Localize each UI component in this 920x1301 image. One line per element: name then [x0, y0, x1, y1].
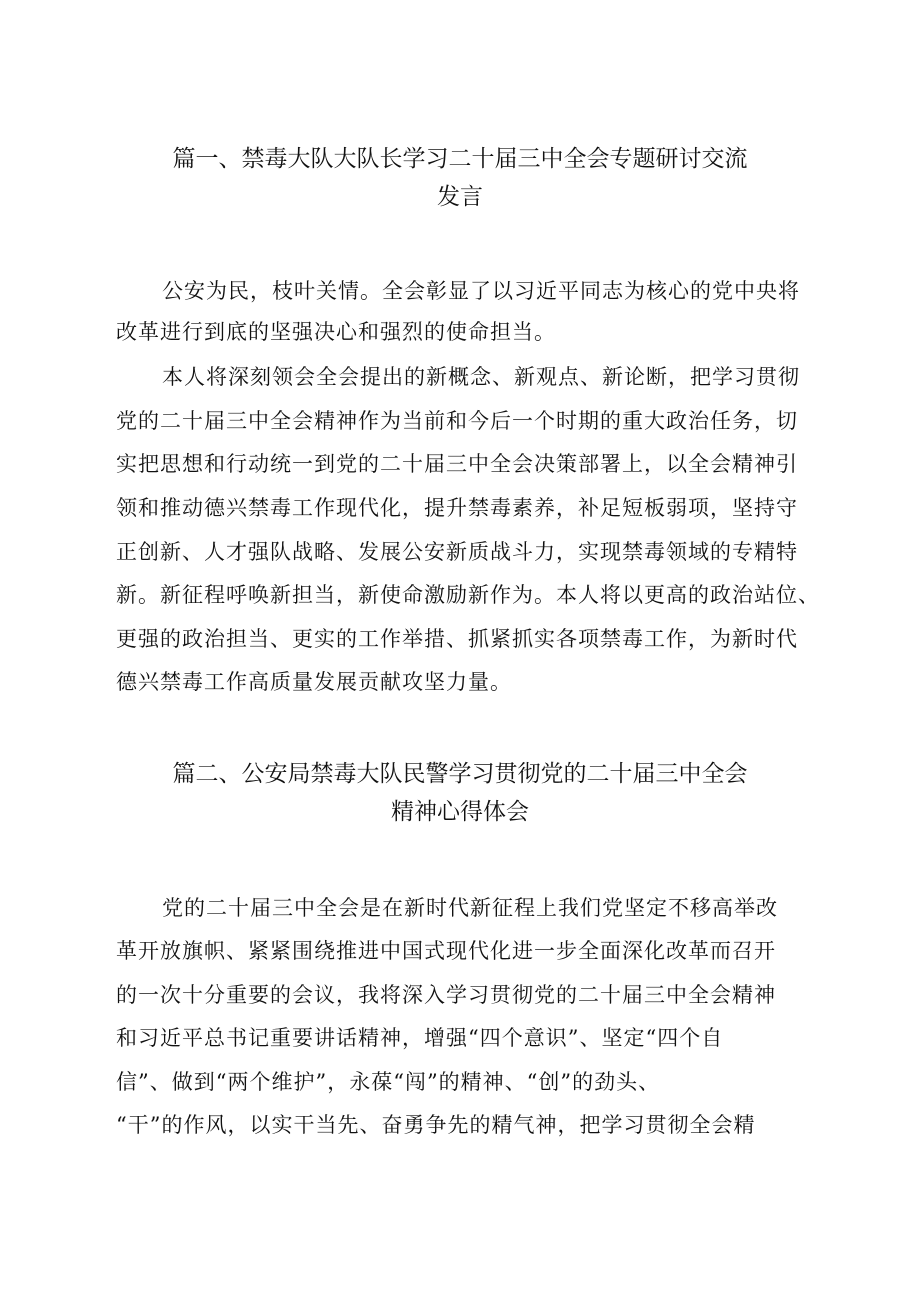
section1-paragraph-line: 新。新征程呼唤新担当，新使命激励新作为。本人将以更高的政治站位、 — [116, 583, 820, 607]
section1-paragraph-line: 改革进行到底的坚强决心和强烈的使命担当。 — [116, 320, 556, 344]
section2-paragraph-line: 信”、做到“两个维护”，永葆“闯”的精神、“创”的劲头、 — [116, 1070, 661, 1094]
section1-paragraph-line: 公安为民，枝叶关情。全会彰显了以习近平同志为核心的党中央将 — [162, 279, 800, 303]
section2-paragraph-line: 革开放旗帜、紧紧围绕推进中国式现代化进一步全面深化改革而召开 — [116, 939, 776, 963]
section2-title — [0, 755, 920, 831]
section2-paragraph-line: 的一次十分重要的会议，我将深入学习贯彻党的二十届三中全会精神 — [116, 983, 776, 1007]
section1-title — [0, 140, 920, 216]
section1-title-line: 篇一、禁毒大队大队长学习二十届三中全会专题研讨交流 — [172, 146, 748, 172]
section1-paragraph-line: 实把思想和行动统一到党的二十届三中全会决策部署上，以全会精神引 — [116, 452, 798, 476]
section1-paragraph-line: 正创新、人才强队战略、发展公安新质战斗力，实现禁毒领域的专精特 — [116, 540, 798, 564]
section2-title-line: 精神心得体会 — [391, 799, 529, 825]
section2-paragraph-line: 和习近平总书记重要讲话精神，增强“四个意识”、坚定“四个自 — [116, 1026, 724, 1050]
section2-paragraph-line: 党的二十届三中全会是在新时代新征程上我们党坚定不移高举改 — [162, 896, 778, 920]
section2-title-line: 篇二、公安局禁毒大队民警学习贯彻党的二十届三中全会 — [172, 761, 748, 787]
section1-paragraph-line: 德兴禁毒工作高质量发展贡献攻坚力量。 — [116, 670, 512, 694]
section1-title-line: 发言 — [437, 184, 483, 210]
section1-paragraph-line: 本人将深刻领会全会提出的新概念、新观点、新论断，把学习贯彻 — [162, 365, 800, 389]
section1-paragraph-line: 更强的政治担当、更实的工作举措、抓紧抓实各项禁毒工作，为新时代 — [116, 627, 798, 651]
section1-paragraph-line: 党的二十届三中全会精神作为当前和今后一个时期的重大政治任务，切 — [116, 409, 798, 433]
section2-paragraph-line: “干”的作风，以实干当先、奋勇争先的精气神，把学习贯彻全会精 — [116, 1113, 756, 1137]
section1-paragraph-line: 领和推动德兴禁毒工作现代化，提升禁毒素养，补足短板弱项，坚持守 — [116, 496, 798, 520]
